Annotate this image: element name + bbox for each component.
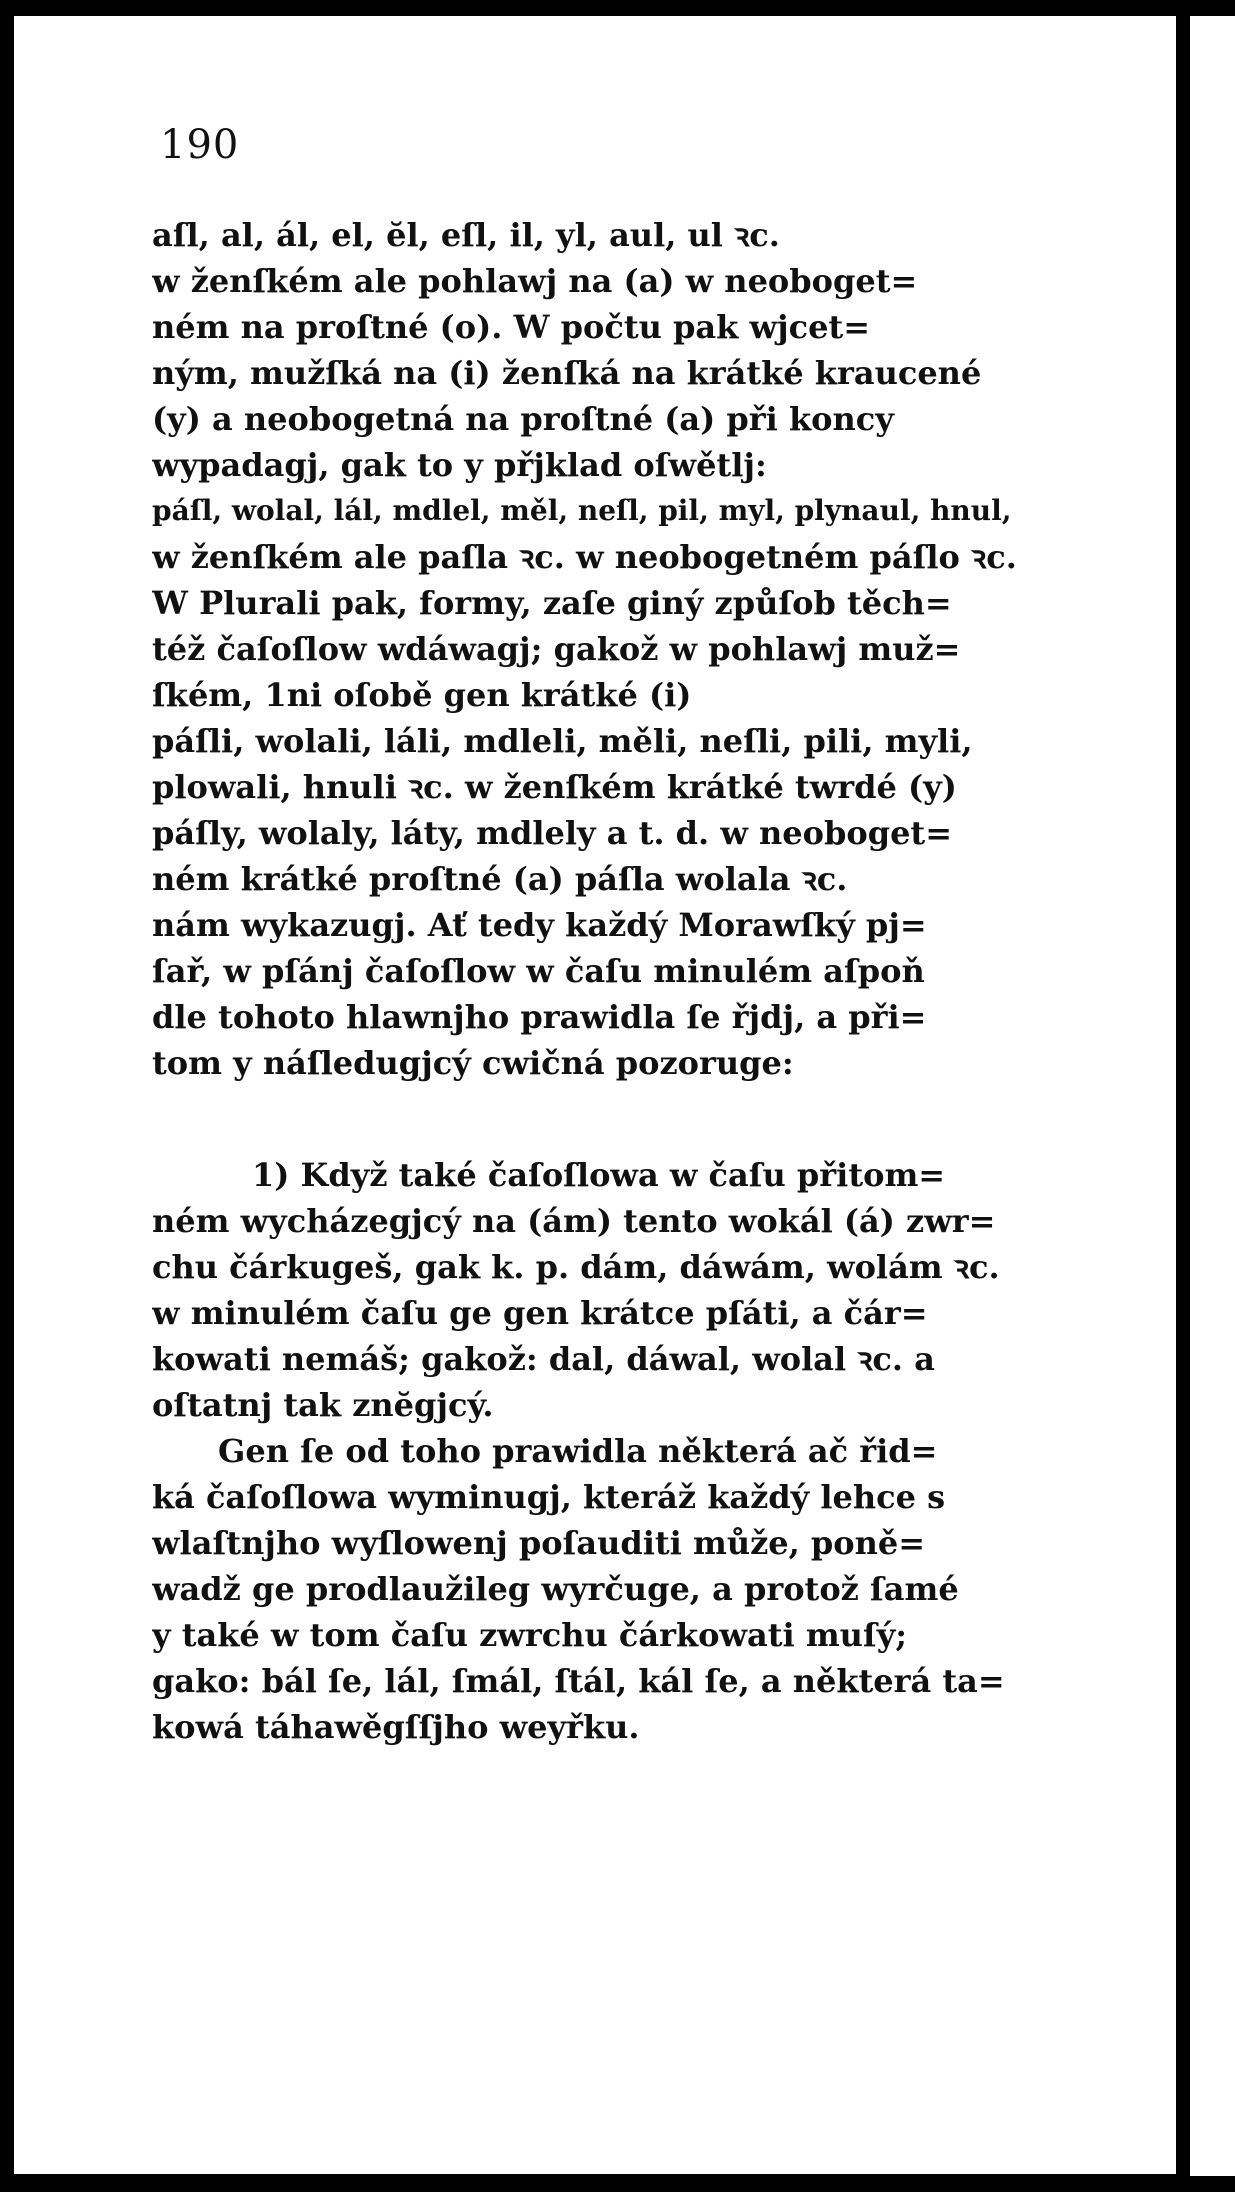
text-line: aſl, al, ál, el, ĕl, eſl, il, yl, aul, ul ꝛc. bbox=[152, 216, 780, 254]
page-text bbox=[152, 212, 1164, 1750]
text-line: páſly, wolaly, láty, mdlely a t. d. w neoboget= bbox=[152, 814, 953, 852]
text-line: páſli, wolali, láli, mdleli, měli, neſli, pili, myli, bbox=[152, 722, 973, 760]
text-line: wlaſtnjho wyſlowenj poſauditi může, poně= bbox=[152, 1524, 926, 1562]
text-line: (y) a neobogetná na proſtné (a) při koncy bbox=[152, 400, 894, 438]
text-line: ká čaſoſlowa wyminugj, kteráž každý lehce s bbox=[152, 1478, 946, 1516]
text-line: w minulém čaſu ge gen krátce pſáti, a čár= bbox=[152, 1294, 928, 1332]
text-line: nám wykazugj. Ať tedy každý Morawſký pj= bbox=[152, 906, 927, 944]
adjacent-page-edge bbox=[1190, 16, 1235, 2176]
book-page bbox=[14, 16, 1176, 2174]
text-line: plowali, hnuli ꝛc. w ženſkém krátké twrdé (y) bbox=[152, 768, 957, 806]
text-line: dle tohoto hlawnjho prawidla ſe řjdj, a při= bbox=[152, 998, 927, 1036]
text-line: 1) Když také čaſoſlowa w čaſu přitom= bbox=[252, 1156, 946, 1194]
text-line: ſař, w pſánj čaſoſlow w čaſu minulém aſpoň bbox=[152, 952, 925, 990]
text-line: ném na proſtné (o). W počtu pak wjcet= bbox=[152, 308, 871, 346]
paragraph-gap bbox=[152, 1086, 1164, 1152]
text-line: též čaſoſlow wdáwagj; gakož w pohlawj muž= bbox=[152, 630, 961, 668]
text-line: W Plurali pak, formy, zaſe giný způſob těch= bbox=[152, 584, 952, 622]
text-line: wypadagj, gak to y přjklad oſwětlj: bbox=[152, 446, 767, 484]
text-line: gako: bál ſe, lál, ſmál, ſtál, kál ſe, a některá ta= bbox=[152, 1662, 1005, 1700]
text-line: wadž ge prodlaužileg wyrčuge, a protož ſamé bbox=[152, 1570, 959, 1608]
text-line: ném krátké proſtné (a) páſla wolala ꝛc. bbox=[152, 860, 848, 898]
text-line: ným, mužſká na (i) ženſká na krátké kraucené bbox=[152, 354, 982, 392]
text-line: Gen ſe od toho prawidla některá ač řid= bbox=[218, 1432, 938, 1470]
text-line: ném wycházegjcý na (ám) tento wokál (á) zwr= bbox=[152, 1202, 996, 1240]
page-number: 190 bbox=[160, 122, 240, 168]
text-line: kowá táhawěgſſjho weyřku. bbox=[152, 1708, 640, 1746]
text-line: tom y náſledugjcý cwičná pozoruge: bbox=[152, 1044, 794, 1082]
text-line: oſtatnj tak znĕgjcý. bbox=[152, 1386, 494, 1424]
text-line: chu čárkugeš, gak k. p. dám, dáwám, wolám ꝛc. bbox=[152, 1248, 1000, 1286]
text-line: w ženſkém ale paſla ꝛc. w neobogetném páſlo ꝛc. bbox=[152, 538, 1017, 576]
text-line: kowati nemáš; gakož: dal, dáwal, wolal ꝛc. a bbox=[152, 1340, 935, 1378]
text-line: y také w tom čaſu zwrchu čárkowati muſý; bbox=[152, 1616, 908, 1654]
text-line: páſl, wolal, lál, mdlel, měl, neſl, pil, myl, plynaul, hnul, bbox=[152, 494, 1012, 527]
text-line: ſkém, 1ni oſobě gen krátké (i) bbox=[152, 676, 692, 714]
text-line: w ženſkém ale pohlawj na (a) w neoboget= bbox=[152, 262, 918, 300]
